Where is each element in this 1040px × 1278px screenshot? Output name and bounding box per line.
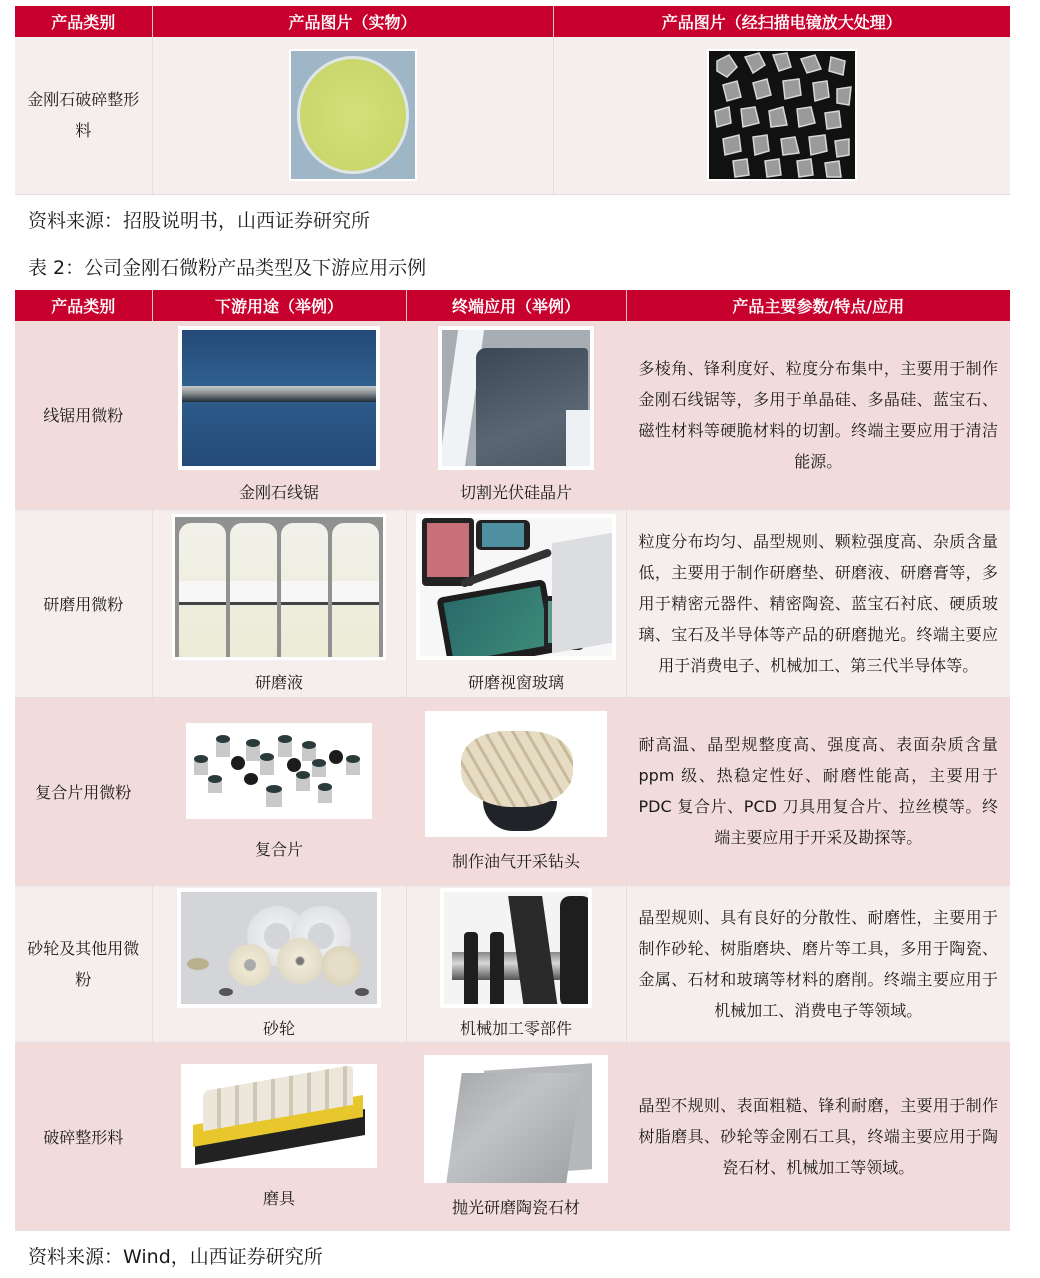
- diamond-wire-saw-image: [178, 326, 380, 470]
- terminal-caption: 研磨视窗玻璃: [467, 672, 564, 692]
- table-1: [15, 6, 1010, 195]
- table-row: [15, 885, 1010, 1042]
- category-cell: [15, 1042, 152, 1230]
- column-header: 产品主要参数/特点/应用: [626, 290, 1010, 321]
- downstream-cell: [152, 697, 406, 885]
- yellow-powder-dish-image: [289, 49, 417, 181]
- downstream-caption: 磨具: [262, 1188, 295, 1208]
- table-row: [15, 509, 1010, 697]
- pdc-drill-bit-image: [425, 711, 607, 837]
- category-label: 金刚石破碎整形料: [27, 90, 140, 141]
- downstream-cell: [152, 885, 406, 1042]
- terminal-caption: 机械加工零部件: [459, 1019, 572, 1038]
- terminal-cell: [406, 1042, 626, 1230]
- crankshaft-parts-image: [440, 888, 592, 1008]
- category-label: 复合片用微粉: [35, 782, 132, 802]
- abrasive-block-image: [181, 1064, 377, 1168]
- table-2-header: [15, 290, 1010, 321]
- downstream-caption: 研磨液: [254, 672, 303, 692]
- column-header: 产品图片（实物）: [152, 6, 553, 37]
- table-2-source: 资料来源：Wind，山西证券研究所: [28, 1246, 323, 1268]
- consumer-electronics-glass-image: [416, 514, 616, 660]
- terminal-caption: 制作油气开采钻头: [451, 851, 580, 871]
- column-header: 产品类别: [15, 6, 152, 37]
- table-row: [15, 697, 1010, 885]
- terminal-caption: 抛光研磨陶瓷石材: [451, 1197, 580, 1217]
- description-cell: [626, 321, 1010, 509]
- column-header: 产品图片（经扫描电镜放大处理）: [553, 6, 1010, 37]
- terminal-cell: [406, 885, 626, 1042]
- table-1-source: 资料来源：招股说明书，山西证券研究所: [28, 210, 371, 232]
- pv-silicon-wafer-image: [438, 326, 594, 470]
- category-cell: [15, 885, 152, 1042]
- ceramic-stone-tiles-image: [424, 1055, 608, 1183]
- table-2: [15, 290, 1010, 1231]
- sem-crystals-image: [707, 49, 857, 181]
- description-text: 耐高温、晶型规整度高、强度高、表面杂质含量 ppm 级、热稳定性好、耐磨性能高，主要用于 PDC 复合片、PCD 刀具用复合片、拉丝模等。终端主要应用于开采及勘探等。: [638, 735, 998, 847]
- description-text: 晶型规则、具有良好的分散性、耐磨性，主要用于制作砂轮、树脂磨块、磨片等工具，多用于陶瓷、金属、石材和玻璃等材料的磨削。终端主要应用于机械加工、消费电子等领域。: [638, 907, 998, 1020]
- description-text: 晶型不规则、表面粗糙、锋利耐磨，主要用于制作树脂磨具、砂轮等金刚石工具，终端主要应用于陶瓷石材、机械加工等领域。: [638, 1095, 998, 1177]
- table-1-header: [15, 6, 1010, 37]
- grinding-wheels-image: [177, 888, 381, 1008]
- table-row: [15, 321, 1010, 509]
- category-label: 砂轮及其他用微粉: [27, 938, 140, 989]
- category-cell: [15, 321, 152, 509]
- table-row: [15, 1042, 1010, 1230]
- downstream-cell: [152, 321, 406, 509]
- downstream-cell: [152, 509, 406, 697]
- description-cell: [626, 1042, 1010, 1230]
- table-2-title: 表 2：公司金刚石微粉产品类型及下游应用示例: [28, 257, 427, 279]
- downstream-caption: 复合片: [254, 839, 303, 859]
- sem-cell: [553, 37, 1010, 194]
- terminal-cell: [406, 509, 626, 697]
- description-cell: [626, 697, 1010, 885]
- category-label: 破碎整形料: [43, 1127, 124, 1147]
- description-cell: [626, 509, 1010, 697]
- description-text: 多棱角、锋利度好、粒度分布集中，主要用于制作金刚石线锯等，多用于单晶硅、多晶硅、蓝宝石、磁性材料等硬脆材料的切割。终端主要应用于清洁能源。: [638, 358, 998, 471]
- terminal-cell: [406, 321, 626, 509]
- column-header: 下游用途（举例）: [152, 290, 406, 321]
- downstream-cell: [152, 1042, 406, 1230]
- downstream-caption: 砂轮: [262, 1019, 295, 1038]
- category-label: 线锯用微粉: [43, 406, 124, 426]
- column-header: 产品类别: [15, 290, 152, 321]
- description-cell: [626, 885, 1010, 1042]
- polishing-liquid-bottles-image: [172, 514, 386, 660]
- category-cell: [15, 37, 152, 194]
- description-text: 粒度分布均匀、晶型规则、颗粒强度高、杂质含量低，主要用于制作研磨垫、研磨液、研磨膏等，多用于精密元器件、精密陶瓷、蓝宝石衬底、硬质玻璃、宝石及半导体等产品的研磨抛光。终端主要应用于消费电子、机械加工、第三代半导体等。: [638, 531, 998, 675]
- terminal-cell: [406, 697, 626, 885]
- table-row: [15, 37, 1010, 194]
- category-label: 研磨用微粉: [43, 594, 124, 614]
- pdc-compacts-image: [186, 723, 372, 819]
- category-cell: [15, 697, 152, 885]
- column-header: 终端应用（举例）: [406, 290, 626, 321]
- terminal-caption: 切割光伏硅晶片: [459, 483, 572, 503]
- category-cell: [15, 509, 152, 697]
- photo-cell: [152, 37, 553, 194]
- downstream-caption: 金刚石线锯: [238, 483, 319, 503]
